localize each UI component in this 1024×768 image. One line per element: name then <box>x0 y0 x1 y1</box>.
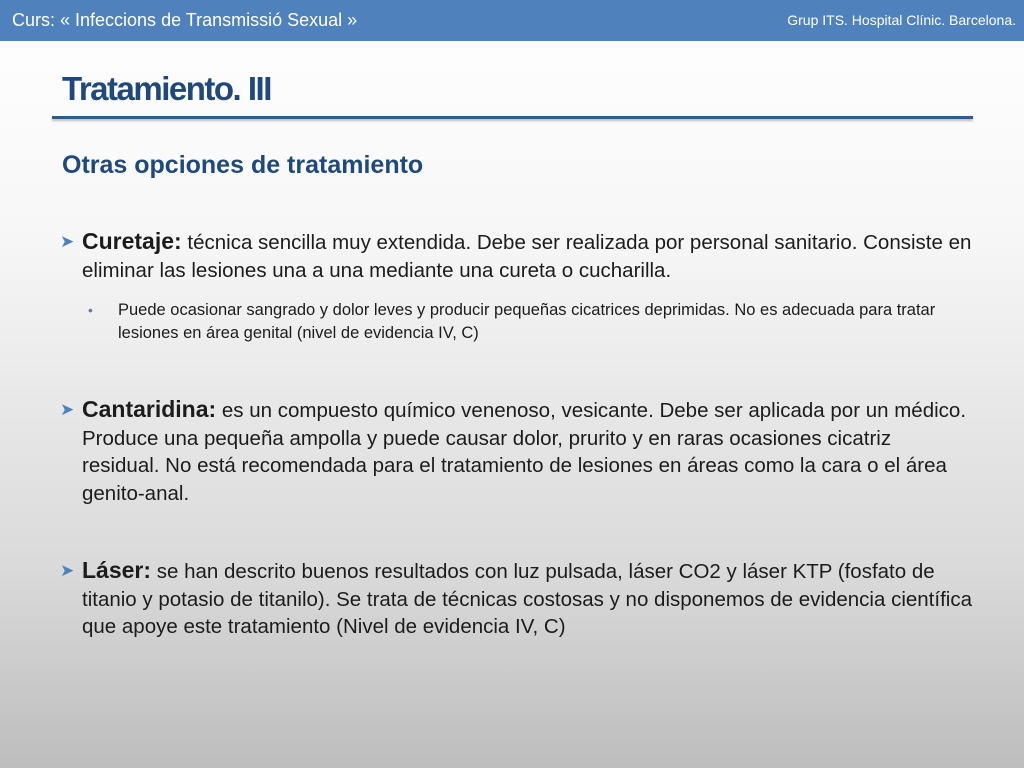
title-divider <box>52 116 973 119</box>
bullet-text: se han descrito buenos resultados con luz pulsada, láser CO2 y láser KTP (fosfato de titanio y potasio de titanilo). Se trata de técnicas costosas y no disponemos de evidencia científica que apoye este tratamiento (Nivel de evidencia IV, C) <box>82 560 972 638</box>
arrow-bullet-icon: ➤ <box>60 400 75 419</box>
bullet-text: es un compuesto químico venenoso, vesicante. Debe ser aplicada por un médico. Produce una pequeña ampolla y puede causar dolor, prurito y en raras ocasiones cicatriz residual. No está recomendada para el tratamiento de lesiones en áreas como la cara o el área genito-anal. <box>82 399 967 505</box>
bullet-curetaje <box>60 228 972 284</box>
course-title: Curs: « Infeccions de Transmissió Sexual » <box>12 10 358 30</box>
bullet-term: Curetaje: <box>82 228 182 254</box>
bullet-text: técnica sencilla muy extendida. Debe ser realizada por personal sanitario. Consiste en eliminar las lesiones una a una mediante una cureta o cucharilla. <box>82 231 972 282</box>
arrow-bullet-icon: ➤ <box>60 561 75 580</box>
bullet-term: Cantaridina: <box>82 396 217 422</box>
sub-bullet-curetaje <box>88 299 948 344</box>
sub-bullet-text: Puede ocasionar sangrado y dolor leves y producir pequeñas cicatrices deprimidas. No es adecuada para tratar lesiones en área genital (nivel de evidencia IV, C) <box>118 301 936 342</box>
bullet-laser <box>60 557 972 641</box>
slide-subtitle: Otras opciones de tratamiento <box>62 151 424 179</box>
bullet-cantaridina <box>60 396 972 507</box>
organization-label: Grup ITS. Hospital Clínic. Barcelona. <box>787 12 1016 28</box>
header-bar <box>0 0 1024 41</box>
slide-title: Tratamiento. III <box>62 70 271 107</box>
bullet-term: Láser: <box>82 557 152 583</box>
dot-bullet-icon: • <box>88 302 93 318</box>
arrow-bullet-icon: ➤ <box>60 232 75 251</box>
